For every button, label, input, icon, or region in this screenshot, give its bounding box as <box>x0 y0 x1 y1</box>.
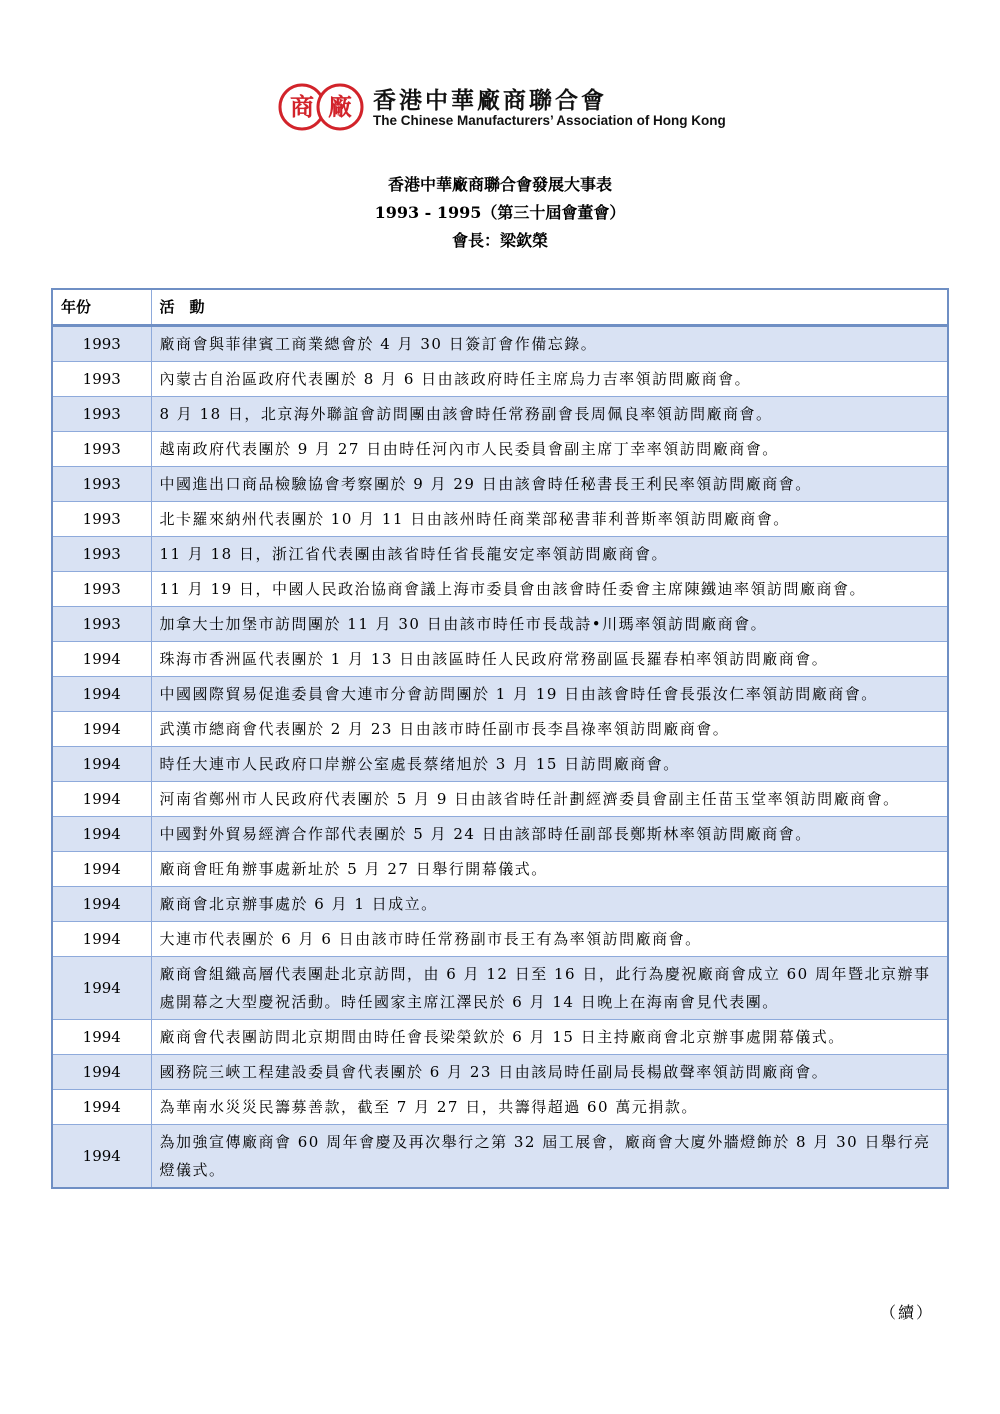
table-row <box>52 712 948 747</box>
row-activity: 中國國際貿易促進委員會大連市分會訪問團於 1 月 19 日由該會時任會長張汝仁率領訪問廠商會。 <box>151 677 948 712</box>
row-activity: 加拿大士加堡市訪問團於 11 月 30 日由該市時任市長哉詩•川瑪率領訪問廠商會。 <box>151 607 948 642</box>
chairman-line: 會長：梁欽榮 <box>451 231 548 250</box>
row-year: 1994 <box>52 887 151 922</box>
table-row <box>52 747 948 782</box>
row-activity: 中國進出口商品檢驗協會考察團於 9 月 29 日由該會時任秘書長王利民率領訪問廠商會。 <box>151 467 948 502</box>
table-row <box>52 852 948 887</box>
events-table <box>51 288 949 1189</box>
row-year: 1994 <box>52 642 151 677</box>
term-period: 1993 - 1995（第三十屆會董會） <box>374 203 626 222</box>
org-name-english: The Chinese Manufacturers’ Association of Hong Kong <box>373 113 726 128</box>
row-year: 1994 <box>52 1020 151 1055</box>
header-activity: 活 動 <box>151 289 948 326</box>
table-row <box>52 887 948 922</box>
table-header-row <box>52 289 948 326</box>
logo-char-1: 商 <box>290 93 314 121</box>
row-activity: 廠商會與菲律賓工商業總會於 4 月 30 日簽訂會作備忘錄。 <box>151 326 948 362</box>
association-logo <box>277 82 369 132</box>
row-year: 1993 <box>52 572 151 607</box>
table-row <box>52 1090 948 1125</box>
row-activity: 武漢市總商會代表團於 2 月 23 日由該市時任副市長李昌祿率領訪問廠商會。 <box>151 712 948 747</box>
row-activity: 11 月 18 日，浙江省代表團由該省時任省長龍安定率領訪問廠商會。 <box>151 537 948 572</box>
logo-char-2: 廠 <box>328 93 352 121</box>
row-activity: 大連市代表團於 6 月 6 日由該市時任常務副市長王有為率領訪問廠商會。 <box>151 922 948 957</box>
row-activity: 11 月 19 日，中國人民政治協商會議上海市委員會由該會時任委會主席陳鐵迪率領訪問廠商會。 <box>151 572 948 607</box>
row-activity: 8 月 18 日，北京海外聯誼會訪問團由該會時任常務副會長周佩良率領訪問廠商會。 <box>151 397 948 432</box>
table-row <box>52 957 948 1020</box>
row-activity: 國務院三峽工程建設委員會代表團於 6 月 23 日由該局時任副局長楊啟聲率領訪問廠商會。 <box>151 1055 948 1090</box>
table-row <box>52 467 948 502</box>
row-year: 1993 <box>52 467 151 502</box>
table-row <box>52 817 948 852</box>
table-row <box>52 326 948 362</box>
row-activity: 廠商會旺角辦事處新址於 5 月 27 日舉行開幕儀式。 <box>151 852 948 887</box>
table-row <box>52 642 948 677</box>
row-year: 1994 <box>52 712 151 747</box>
row-year: 1993 <box>52 537 151 572</box>
row-activity: 中國對外貿易經濟合作部代表團於 5 月 24 日由該部時任副部長鄭斯林率領訪問廠商會。 <box>151 817 948 852</box>
document-titles <box>0 172 1000 256</box>
org-name-chinese: 香港中華廠商聯合會 <box>373 88 607 114</box>
row-year: 1993 <box>52 397 151 432</box>
table-row <box>52 432 948 467</box>
row-year: 1993 <box>52 432 151 467</box>
table-row <box>52 502 948 537</box>
row-year: 1994 <box>52 1055 151 1090</box>
table-row <box>52 362 948 397</box>
table-row <box>52 922 948 957</box>
row-activity: 越南政府代表團於 9 月 27 日由時任河內市人民委員會副主席丁幸率領訪問廠商會。 <box>151 432 948 467</box>
row-activity: 廠商會北京辦事處於 6 月 1 日成立。 <box>151 887 948 922</box>
row-activity: 河南省鄭州市人民政府代表團於 5 月 9 日由該省時任計劃經濟委員會副主任苗玉堂率領訪問廠商會。 <box>151 782 948 817</box>
row-year: 1994 <box>52 817 151 852</box>
row-activity: 為華南水災災民籌募善款，截至 7 月 27 日，共籌得超過 60 萬元捐款。 <box>151 1090 948 1125</box>
row-year: 1994 <box>52 922 151 957</box>
row-year: 1994 <box>52 782 151 817</box>
row-activity: 珠海市香洲區代表團於 1 月 13 日由該區時任人民政府常務副區長羅春柏率領訪問廠商會。 <box>151 642 948 677</box>
table-row <box>52 1020 948 1055</box>
table-row <box>52 782 948 817</box>
row-activity: 廠商會組織高層代表團赴北京訪問，由 6 月 12 日至 16 日，此行為慶祝廠商會成立 60 周年暨北京辦事處開幕之大型慶祝活動。時任國家主席江澤民於 6 月 14 日晚上在海南會見代表團。 <box>151 957 948 1020</box>
header-year: 年份 <box>52 289 151 326</box>
row-activity: 北卡羅來納州代表團於 10 月 11 日由該州時任商業部秘書菲利普斯率領訪問廠商會。 <box>151 502 948 537</box>
letterhead <box>277 82 737 134</box>
row-year: 1994 <box>52 1090 151 1125</box>
row-activity: 內蒙古自治區政府代表團於 8 月 6 日由該政府時任主席烏力吉率領訪問廠商會。 <box>151 362 948 397</box>
row-year: 1993 <box>52 502 151 537</box>
row-year: 1993 <box>52 326 151 362</box>
row-year: 1994 <box>52 957 151 1020</box>
continued-note: （續） <box>879 1303 934 1322</box>
table-row <box>52 677 948 712</box>
document-title: 香港中華廠商聯合會發展大事表 <box>387 175 612 194</box>
table-row <box>52 1055 948 1090</box>
row-year: 1994 <box>52 677 151 712</box>
row-activity: 廠商會代表團訪問北京期間由時任會長梁榮欽於 6 月 15 日主持廠商會北京辦事處開幕儀式。 <box>151 1020 948 1055</box>
row-year: 1993 <box>52 362 151 397</box>
row-year: 1994 <box>52 852 151 887</box>
table-row <box>52 1125 948 1189</box>
row-activity: 為加強宣傳廠商會 60 周年會慶及再次舉行之第 32 屆工展會，廠商會大廈外牆燈飾於 8 月 30 日舉行亮燈儀式。 <box>151 1125 948 1189</box>
table-row <box>52 607 948 642</box>
table-row <box>52 537 948 572</box>
table-row <box>52 572 948 607</box>
row-year: 1994 <box>52 747 151 782</box>
row-year: 1993 <box>52 607 151 642</box>
row-activity: 時任大連市人民政府口岸辦公室處長蔡绪旭於 3 月 15 日訪問廠商會。 <box>151 747 948 782</box>
table-row <box>52 397 948 432</box>
row-year: 1994 <box>52 1125 151 1189</box>
